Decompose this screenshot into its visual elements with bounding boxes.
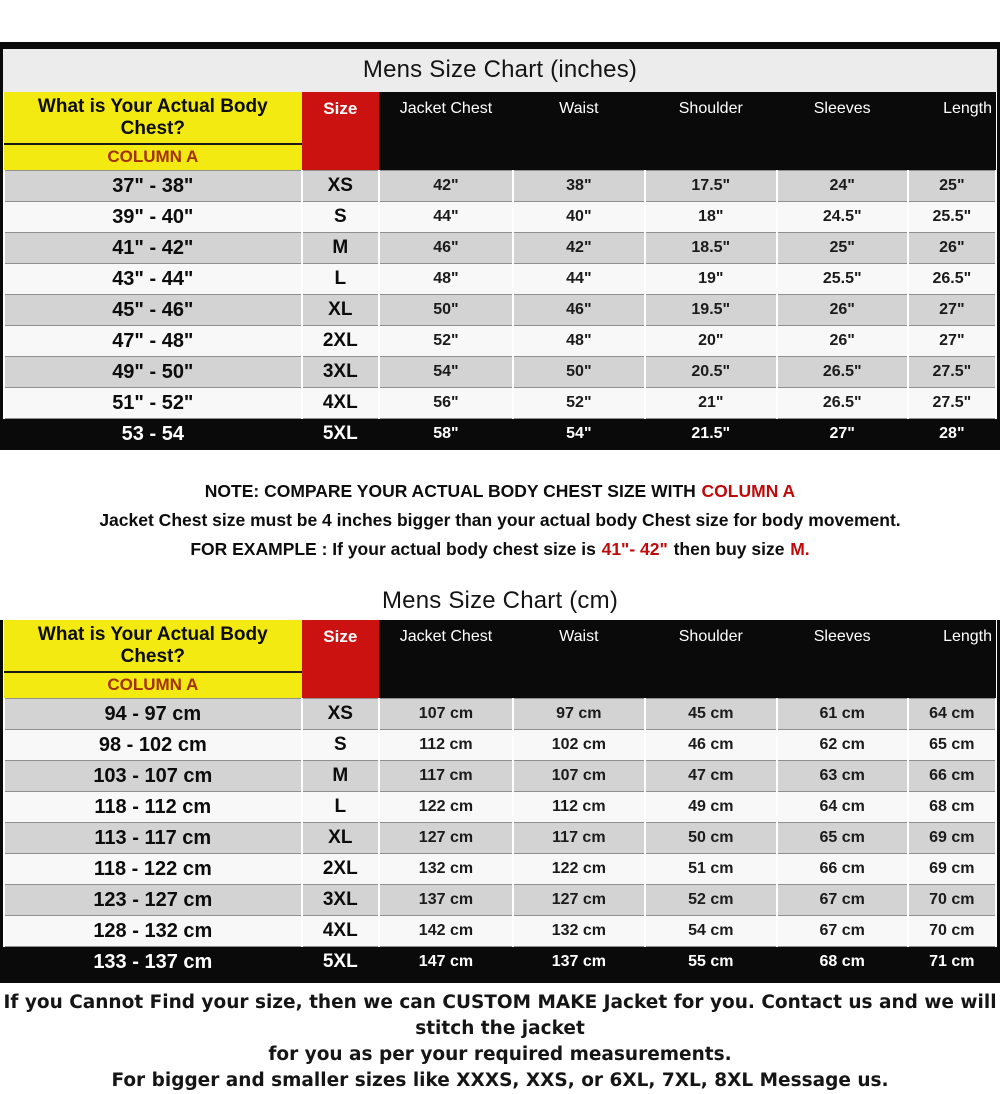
jacket-chest-cell: 50" (379, 295, 513, 326)
chest-question-header: What is Your Actual Body Chest? (4, 620, 302, 672)
chest-range-cell: 94 - 97 cm (4, 699, 302, 730)
shoulder-cell: 20.5" (645, 357, 777, 388)
footer-line-3: For bigger and smaller sizes like XXXS, XXS, or 6XL, 7XL, 8XL Message us. (111, 1070, 889, 1091)
chest-range-cell: 128 - 132 cm (4, 916, 302, 947)
length-cell: 27.5" (908, 388, 996, 419)
length-cell: 27" (908, 295, 996, 326)
jacket-chest-cell: 137 cm (379, 885, 513, 916)
size-row (4, 792, 996, 823)
top-spacer (0, 0, 1000, 42)
size-row (4, 233, 996, 264)
sleeves-cell: 65 cm (777, 823, 908, 854)
waist-cell: 107 cm (513, 761, 645, 792)
sleeves-cell: 26" (777, 295, 908, 326)
waist-cell: 50" (513, 357, 645, 388)
size-row (4, 202, 996, 233)
size-cell: L (302, 264, 379, 295)
shoulder-cell: 21" (645, 388, 777, 419)
chest-range-cell: 118 - 122 cm (4, 854, 302, 885)
waist-cell: 137 cm (513, 947, 645, 978)
chest-range-cell: 45" - 46" (4, 295, 302, 326)
sleeves-cell: 24" (777, 171, 908, 202)
note-line-3-size-m: M. (790, 539, 810, 559)
waist-cell: 42" (513, 233, 645, 264)
waist-cell: 112 cm (513, 792, 645, 823)
jacket-chest-cell: 48" (379, 264, 513, 295)
jacket-chest-cell: 122 cm (379, 792, 513, 823)
jacket-chest-cell: 46" (379, 233, 513, 264)
size-row (4, 171, 996, 202)
size-cell: 2XL (302, 326, 379, 357)
note-line-1-text: NOTE: COMPARE YOUR ACTUAL BODY CHEST SIZE WITH (204, 481, 696, 501)
sizing-note-block (0, 477, 1000, 564)
cm-chart-title: Mens Size Chart (cm) (0, 584, 1000, 620)
column-a-label: COLUMN A (4, 672, 302, 699)
custom-make-footer (0, 990, 1000, 1094)
shoulder-cell: 47 cm (645, 761, 777, 792)
cm-size-table (3, 620, 997, 978)
sleeves-cell: 67 cm (777, 916, 908, 947)
size-row (4, 388, 996, 419)
jacket-chest-cell: 54" (379, 357, 513, 388)
sleeves-cell: 24.5" (777, 202, 908, 233)
waist-cell: 132 cm (513, 916, 645, 947)
note-line-3-middle: then buy size (673, 539, 785, 559)
column-header-size: Size (302, 92, 379, 171)
length-cell: 26.5" (908, 264, 996, 295)
shoulder-cell: 51 cm (645, 854, 777, 885)
footer-line-2: for you as per your required measurements. (268, 1044, 732, 1065)
cm-size-chart-section (0, 620, 1000, 983)
jacket-chest-cell: 42" (379, 171, 513, 202)
shoulder-cell: 20" (645, 326, 777, 357)
shoulder-cell: 50 cm (645, 823, 777, 854)
sleeves-cell: 64 cm (777, 792, 908, 823)
inches-chart-title: Mens Size Chart (inches) (3, 49, 997, 92)
inches-header-row-1 (4, 92, 996, 144)
size-row (4, 730, 996, 761)
size-row (4, 264, 996, 295)
chest-range-cell: 113 - 117 cm (4, 823, 302, 854)
column-header-length: Length (908, 620, 996, 699)
waist-cell: 54" (513, 419, 645, 450)
length-cell: 66 cm (908, 761, 996, 792)
column-header-shoulder: Shoulder (645, 620, 777, 699)
jacket-chest-cell: 44" (379, 202, 513, 233)
length-cell: 27" (908, 326, 996, 357)
size-cell: M (302, 233, 379, 264)
chest-range-cell: 51" - 52" (4, 388, 302, 419)
size-row (4, 326, 996, 357)
waist-cell: 97 cm (513, 699, 645, 730)
size-row (4, 357, 996, 388)
waist-cell: 40" (513, 202, 645, 233)
sleeves-cell: 66 cm (777, 854, 908, 885)
column-header-jacket-chest: Jacket Chest (379, 620, 513, 699)
size-cell: M (302, 761, 379, 792)
length-cell: 64 cm (908, 699, 996, 730)
shoulder-cell: 18.5" (645, 233, 777, 264)
note-line-3-size-range: 41"- 42" (601, 539, 668, 559)
column-a-label: COLUMN A (4, 144, 302, 171)
waist-cell: 127 cm (513, 885, 645, 916)
chest-range-cell: 41" - 42" (4, 233, 302, 264)
cm-header-row-1 (4, 620, 996, 672)
inches-size-chart-section (0, 42, 1000, 450)
note-line-2: Jacket Chest size must be 4 inches bigger than your actual body Chest size for body movement. (99, 510, 901, 530)
size-cell: XL (302, 823, 379, 854)
waist-cell: 117 cm (513, 823, 645, 854)
size-row (4, 854, 996, 885)
length-cell: 28" (908, 419, 996, 450)
column-header-shoulder: Shoulder (645, 92, 777, 171)
jacket-chest-cell: 132 cm (379, 854, 513, 885)
size-row (4, 947, 996, 978)
sleeves-cell: 25.5" (777, 264, 908, 295)
waist-cell: 122 cm (513, 854, 645, 885)
chest-range-cell: 53 - 54 (4, 419, 302, 450)
size-row (4, 419, 996, 450)
size-cell: S (302, 202, 379, 233)
chest-range-cell: 47" - 48" (4, 326, 302, 357)
shoulder-cell: 49 cm (645, 792, 777, 823)
footer-line-1: If you Cannot Find your size, then we can CUSTOM MAKE Jacket for you. Contact us and we will stitch the jacket (3, 992, 997, 1039)
sleeves-cell: 26.5" (777, 388, 908, 419)
column-header-size: Size (302, 620, 379, 699)
sleeves-cell: 67 cm (777, 885, 908, 916)
shoulder-cell: 19.5" (645, 295, 777, 326)
column-header-sleeves: Sleeves (777, 92, 908, 171)
size-row (4, 885, 996, 916)
jacket-chest-cell: 117 cm (379, 761, 513, 792)
column-header-waist: Waist (513, 92, 645, 171)
size-cell: 5XL (302, 947, 379, 978)
shoulder-cell: 55 cm (645, 947, 777, 978)
size-cell: 2XL (302, 854, 379, 885)
length-cell: 65 cm (908, 730, 996, 761)
column-header-jacket-chest: Jacket Chest (379, 92, 513, 171)
jacket-chest-cell: 107 cm (379, 699, 513, 730)
size-cell: 3XL (302, 357, 379, 388)
size-cell: XL (302, 295, 379, 326)
size-cell: 4XL (302, 388, 379, 419)
waist-cell: 44" (513, 264, 645, 295)
length-cell: 69 cm (908, 854, 996, 885)
length-cell: 26" (908, 233, 996, 264)
size-cell: L (302, 792, 379, 823)
length-cell: 70 cm (908, 885, 996, 916)
column-header-length: Length (908, 92, 996, 171)
shoulder-cell: 46 cm (645, 730, 777, 761)
jacket-chest-cell: 56" (379, 388, 513, 419)
sleeves-cell: 27" (777, 419, 908, 450)
waist-cell: 102 cm (513, 730, 645, 761)
inches-size-table (3, 92, 997, 450)
sleeves-cell: 62 cm (777, 730, 908, 761)
shoulder-cell: 45 cm (645, 699, 777, 730)
size-cell: XS (302, 699, 379, 730)
length-cell: 70 cm (908, 916, 996, 947)
waist-cell: 38" (513, 171, 645, 202)
jacket-chest-cell: 142 cm (379, 916, 513, 947)
chest-range-cell: 98 - 102 cm (4, 730, 302, 761)
jacket-chest-cell: 52" (379, 326, 513, 357)
size-row (4, 761, 996, 792)
shoulder-cell: 54 cm (645, 916, 777, 947)
waist-cell: 48" (513, 326, 645, 357)
length-cell: 71 cm (908, 947, 996, 978)
size-cell: 5XL (302, 419, 379, 450)
jacket-chest-cell: 112 cm (379, 730, 513, 761)
sleeves-cell: 26" (777, 326, 908, 357)
size-cell: 4XL (302, 916, 379, 947)
jacket-chest-cell: 127 cm (379, 823, 513, 854)
size-cell: 3XL (302, 885, 379, 916)
shoulder-cell: 19" (645, 264, 777, 295)
jacket-chest-cell: 147 cm (379, 947, 513, 978)
size-row (4, 295, 996, 326)
sleeves-cell: 61 cm (777, 699, 908, 730)
shoulder-cell: 18" (645, 202, 777, 233)
chest-range-cell: 123 - 127 cm (4, 885, 302, 916)
length-cell: 68 cm (908, 792, 996, 823)
shoulder-cell: 17.5" (645, 171, 777, 202)
size-cell: S (302, 730, 379, 761)
waist-cell: 46" (513, 295, 645, 326)
shoulder-cell: 52 cm (645, 885, 777, 916)
chest-range-cell: 133 - 137 cm (4, 947, 302, 978)
length-cell: 25.5" (908, 202, 996, 233)
sleeves-cell: 25" (777, 233, 908, 264)
note-line-1 (0, 477, 1000, 506)
cm-section-spacer (0, 564, 1000, 584)
sleeves-cell: 26.5" (777, 357, 908, 388)
chest-range-cell: 39" - 40" (4, 202, 302, 233)
waist-cell: 52" (513, 388, 645, 419)
column-header-waist: Waist (513, 620, 645, 699)
size-row (4, 916, 996, 947)
size-cell: XS (302, 171, 379, 202)
size-row (4, 699, 996, 730)
note-line-1-column-a: COLUMN A (701, 481, 796, 501)
column-header-sleeves: Sleeves (777, 620, 908, 699)
sleeves-cell: 63 cm (777, 761, 908, 792)
length-cell: 25" (908, 171, 996, 202)
jacket-chest-cell: 58" (379, 419, 513, 450)
sleeves-cell: 68 cm (777, 947, 908, 978)
chest-range-cell: 103 - 107 cm (4, 761, 302, 792)
length-cell: 69 cm (908, 823, 996, 854)
length-cell: 27.5" (908, 357, 996, 388)
note-line-3-prefix: FOR EXAMPLE : If your actual body chest size is (190, 539, 596, 559)
shoulder-cell: 21.5" (645, 419, 777, 450)
chest-range-cell: 37" - 38" (4, 171, 302, 202)
chest-question-header: What is Your Actual Body Chest? (4, 92, 302, 144)
chest-range-cell: 118 - 112 cm (4, 792, 302, 823)
chest-range-cell: 49" - 50" (4, 357, 302, 388)
note-line-3 (0, 535, 1000, 564)
size-row (4, 823, 996, 854)
chest-range-cell: 43" - 44" (4, 264, 302, 295)
